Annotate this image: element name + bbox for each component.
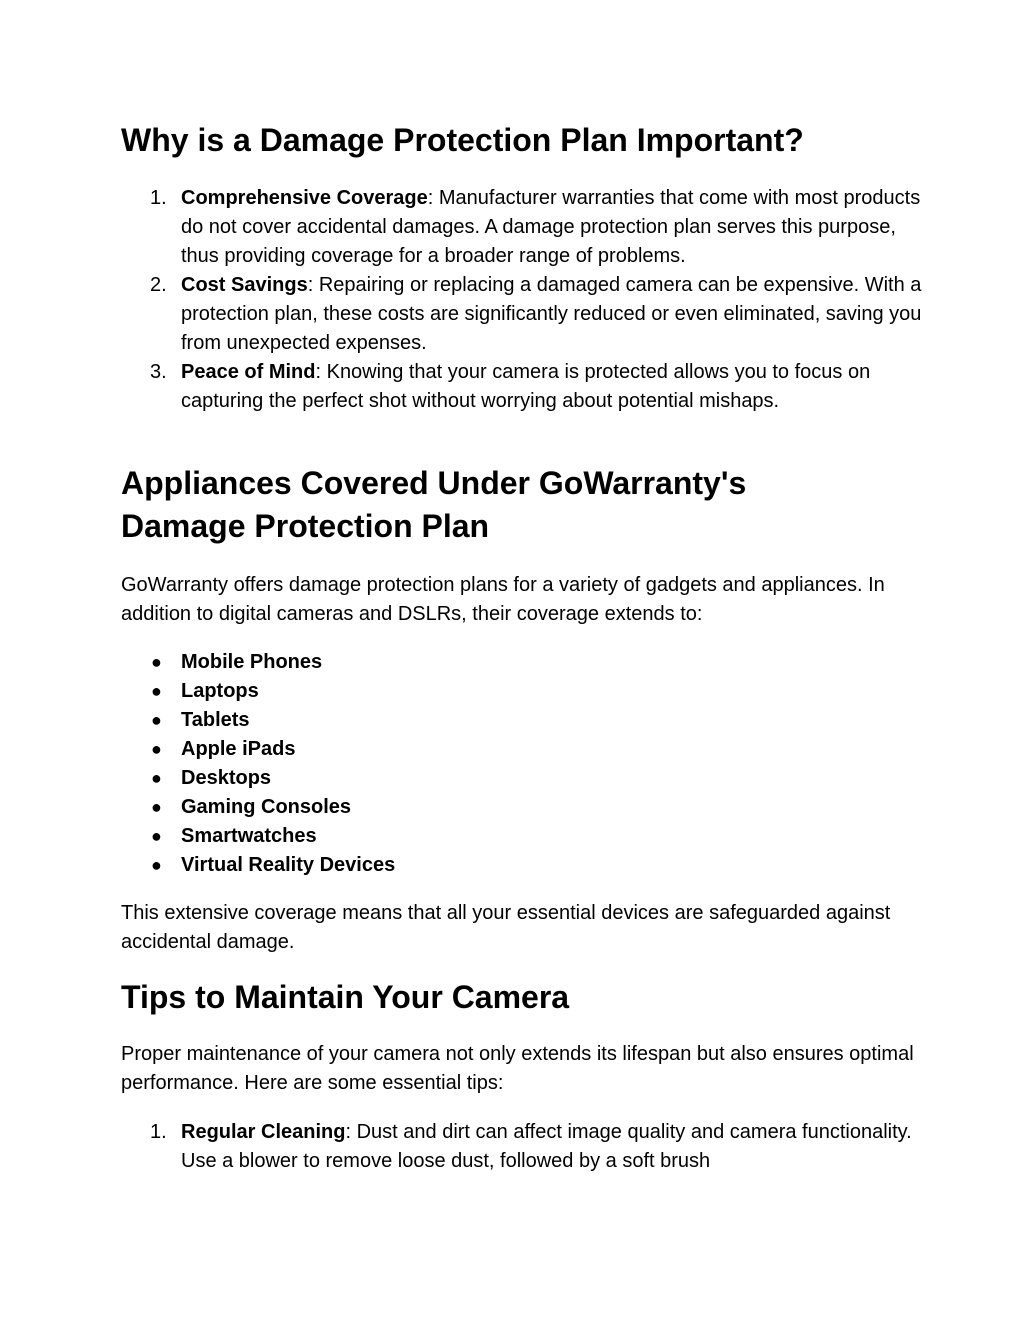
section-heading-tips: Tips to Maintain Your Camera: [121, 979, 570, 1015]
heading-line: Damage Protection Plan: [121, 508, 490, 544]
bullet-icon: ●: [151, 710, 162, 730]
appliances-list: [0, 648, 1024, 880]
list-item: [0, 184, 1024, 271]
list-item-term: Comprehensive Coverage: [181, 187, 428, 209]
bullet-icon: ●: [151, 855, 162, 875]
list-item: ● Smartwatches: [0, 822, 1024, 851]
list-number: 1.: [150, 187, 167, 209]
list-item: [0, 1118, 1024, 1176]
bullet-icon: ●: [151, 652, 162, 672]
list-item-text: : Knowing that your camera is protected allows you to focus on capturing the perfect shot without worrying about potential mishaps.: [181, 361, 871, 412]
list-item-text: : Repairing or replacing a damaged camera can be expensive. With a protection plan, these costs are significantly reduced or even eliminated, saving you from unexpected expenses.: [181, 274, 922, 354]
list-item: ● Tablets: [0, 706, 1024, 735]
appliances-outro: This extensive coverage means that all your essential devices are safeguarded against accidental damage.: [121, 902, 891, 953]
list-item: ● Virtual Reality Devices: [0, 851, 1024, 880]
bullet-icon: ●: [151, 826, 162, 846]
list-item-text: : Manufacturer warranties that come with most products do not cover accidental damages. A damage protection plan serves this purpose, thus providing coverage for a broader range of problems.: [181, 187, 921, 267]
list-item: ● Apple iPads: [0, 735, 1024, 764]
list-number: 1.: [150, 1121, 167, 1143]
list-item: [0, 271, 1024, 358]
section-heading-importance: Why is a Damage Protection Plan Important?: [121, 122, 804, 158]
list-item: [0, 358, 1024, 416]
list-item-term: Regular Cleaning: [181, 1121, 346, 1143]
tips-list: [0, 1118, 1024, 1176]
importance-list: [0, 184, 1024, 416]
list-item-term: Cost Savings: [181, 274, 308, 296]
list-item: ● Gaming Consoles: [0, 793, 1024, 822]
bullet-icon: ●: [151, 681, 162, 701]
list-item: ● Mobile Phones: [0, 648, 1024, 677]
section-heading-appliances: [121, 462, 746, 548]
list-number: 3.: [150, 361, 167, 383]
bullet-icon: ●: [151, 768, 162, 788]
list-item-text: : Dust and dirt can affect image quality and camera functionality. Use a blower to remove loose dust, followed by a soft brush: [181, 1121, 912, 1172]
bullet-icon: ●: [151, 797, 162, 817]
heading-line: Appliances Covered Under GoWarranty's: [121, 465, 747, 501]
list-number: 2.: [150, 274, 167, 296]
tips-intro: Proper maintenance of your camera not only extends its lifespan but also ensures optimal performance. Here are some essential tips:: [121, 1043, 914, 1094]
list-item: ● Desktops: [0, 764, 1024, 793]
list-item: ● Laptops: [0, 677, 1024, 706]
appliances-intro: GoWarranty offers damage protection plans for a variety of gadgets and appliances. In addition to digital cameras and DSLRs, their coverage extends to:: [121, 574, 885, 625]
list-item-term: Peace of Mind: [181, 361, 316, 383]
bullet-icon: ●: [151, 739, 162, 759]
